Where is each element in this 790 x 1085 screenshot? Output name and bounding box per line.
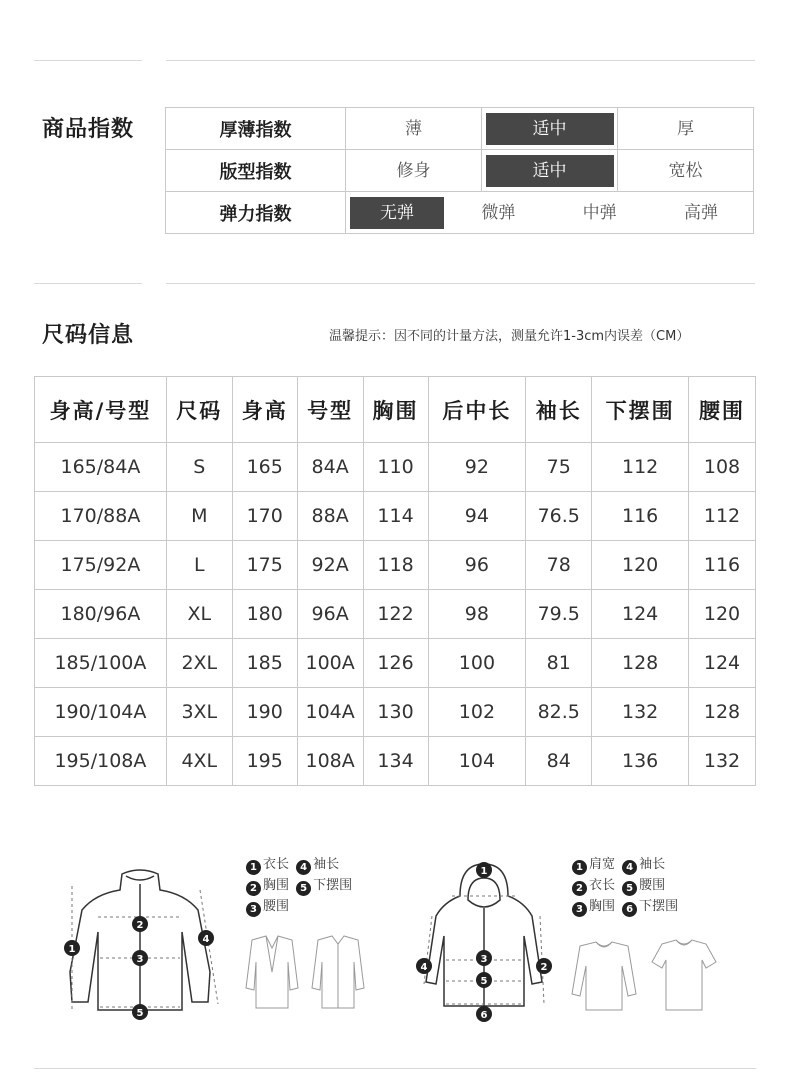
legend-label: 下摆围 (313, 878, 353, 893)
table-cell: 2XL (166, 639, 232, 688)
table-cell: 108 (689, 443, 756, 492)
option-loose: 宽松 (668, 160, 703, 181)
table-cell: 108A (297, 737, 363, 786)
legend-number: 2 (572, 881, 587, 896)
sweater-tshirt-icons (566, 938, 720, 1014)
table-cell: 96A (297, 590, 363, 639)
table-cell: 102 (428, 688, 526, 737)
index-label: 厚薄指数 (166, 108, 346, 150)
table-cell: 170/88A (35, 492, 167, 541)
table-cell: 180/96A (35, 590, 167, 639)
table-cell: 126 (363, 639, 428, 688)
option-slight-stretch: 微弹 (481, 202, 516, 223)
table-cell: 190/104A (35, 688, 167, 737)
table-cell: 190 (232, 688, 297, 737)
marker-label: 4 (202, 934, 210, 945)
table-cell: 82.5 (526, 688, 592, 737)
table-cell: 118 (363, 541, 428, 590)
table-row (35, 492, 756, 541)
table-cell: 92A (297, 541, 363, 590)
measurement-notice: 温馨提示：因不同的计量方法，测量允许1-3cm内误差（CM） (329, 329, 690, 344)
table-cell: 98 (428, 590, 526, 639)
table-cell: 175 (232, 541, 297, 590)
table-cell: 128 (689, 688, 756, 737)
size-table-body (35, 443, 756, 786)
table-cell: M (166, 492, 232, 541)
header-chest: 胸围 (363, 377, 428, 443)
legend-number: 5 (622, 881, 637, 896)
table-cell: 132 (689, 737, 756, 786)
table-cell: 110 (363, 443, 428, 492)
size-table (34, 376, 756, 786)
table-cell: 195/108A (35, 737, 167, 786)
table-cell: 78 (526, 541, 592, 590)
table-row (35, 443, 756, 492)
blazer-shirt-icons (236, 932, 366, 1012)
size-info-title: 尺码信息 (42, 323, 135, 348)
table-cell: 81 (526, 639, 592, 688)
index-row-thickness (166, 108, 754, 150)
table-cell: 165/84A (35, 443, 167, 492)
index-row-elasticity (166, 192, 754, 234)
legend-number: 5 (296, 881, 311, 896)
legend-label: 肩宽 (589, 857, 616, 872)
table-cell: 84 (526, 737, 592, 786)
table-cell: 84A (297, 443, 363, 492)
hoodie-measure-illustration (412, 856, 562, 1028)
marker-label: 1 (480, 866, 488, 877)
header-height: 身高 (232, 377, 297, 443)
legend-label: 胸围 (589, 899, 616, 914)
table-cell: L (166, 541, 232, 590)
table-cell: 120 (592, 541, 689, 590)
legend-label: 袖长 (313, 857, 340, 872)
legend-number: 1 (572, 860, 587, 875)
table-cell: 128 (592, 639, 689, 688)
table-cell: 104A (297, 688, 363, 737)
table-cell: 75 (526, 443, 592, 492)
legend-number: 6 (622, 902, 637, 917)
legend-label: 袖长 (639, 857, 666, 872)
marker-label: 2 (540, 962, 548, 973)
product-index-title: 商品指数 (42, 117, 135, 142)
table-cell: 122 (363, 590, 428, 639)
jacket-legend (246, 854, 355, 917)
marker-label: 4 (420, 962, 428, 973)
marker-label: 3 (136, 954, 144, 965)
table-cell: S (166, 443, 232, 492)
table-cell: 88A (297, 492, 363, 541)
option-medium-stretch: 中弹 (582, 202, 617, 223)
table-cell: 3XL (166, 688, 232, 737)
marker-label: 1 (68, 944, 76, 955)
marker-label: 5 (136, 1008, 144, 1019)
table-cell: 104 (428, 737, 526, 786)
table-cell: 4XL (166, 737, 232, 786)
legend-label: 衣长 (263, 857, 290, 872)
table-cell: 195 (232, 737, 297, 786)
hoodie-legend (572, 854, 681, 917)
option-regular-selected: 适中 (486, 155, 614, 187)
header-type: 号型 (297, 377, 363, 443)
table-row (35, 541, 756, 590)
jacket-measure-illustration (60, 862, 230, 1027)
table-cell: 112 (689, 492, 756, 541)
table-cell: 185/100A (35, 639, 167, 688)
legend-number: 4 (296, 860, 311, 875)
legend-label: 衣长 (589, 878, 616, 893)
table-cell: 185 (232, 639, 297, 688)
legend-number: 4 (622, 860, 637, 875)
table-cell: 79.5 (526, 590, 592, 639)
table-cell: 180 (232, 590, 297, 639)
header-height-type: 身高/号型 (35, 377, 167, 443)
option-high-stretch: 高弹 (683, 202, 718, 223)
marker-label: 2 (136, 920, 144, 931)
table-cell: 124 (592, 590, 689, 639)
table-cell: 76.5 (526, 492, 592, 541)
divider (34, 283, 142, 284)
index-label: 弹力指数 (166, 192, 346, 234)
header-sleeve: 袖长 (526, 377, 592, 443)
size-table-header (35, 377, 756, 443)
option-no-stretch-selected: 无弹 (350, 197, 444, 229)
table-cell: 134 (363, 737, 428, 786)
header-size: 尺码 (166, 377, 232, 443)
divider (34, 1068, 756, 1069)
table-row (35, 737, 756, 786)
table-row (35, 639, 756, 688)
divider (166, 283, 755, 284)
table-cell: 116 (689, 541, 756, 590)
table-cell: 165 (232, 443, 297, 492)
table-cell: 170 (232, 492, 297, 541)
table-cell: 116 (592, 492, 689, 541)
table-row (35, 590, 756, 639)
header-waist: 腰围 (689, 377, 756, 443)
legend-label: 胸围 (263, 878, 290, 893)
table-cell: 100 (428, 639, 526, 688)
table-cell: 132 (592, 688, 689, 737)
table-cell: 96 (428, 541, 526, 590)
option-medium-selected: 适中 (486, 113, 614, 145)
table-cell: 136 (592, 737, 689, 786)
legend-number: 3 (572, 902, 587, 917)
table-cell: XL (166, 590, 232, 639)
table-row (35, 688, 756, 737)
table-cell: 92 (428, 443, 526, 492)
legend-number: 2 (246, 881, 261, 896)
header-hem: 下摆围 (592, 377, 689, 443)
divider (34, 60, 142, 61)
product-index-table (165, 107, 754, 234)
legend-number: 1 (246, 860, 261, 875)
legend-number: 3 (246, 902, 261, 917)
table-cell: 175/92A (35, 541, 167, 590)
table-cell: 114 (363, 492, 428, 541)
table-cell: 94 (428, 492, 526, 541)
index-label: 版型指数 (166, 150, 346, 192)
marker-label: 3 (480, 954, 488, 965)
option-slim: 修身 (396, 160, 431, 181)
option-thick: 厚 (677, 118, 694, 139)
table-cell: 130 (363, 688, 428, 737)
header-back-length: 后中长 (428, 377, 526, 443)
divider (166, 60, 755, 61)
legend-label: 下摆围 (639, 899, 679, 914)
marker-label: 6 (480, 1010, 488, 1021)
table-cell: 112 (592, 443, 689, 492)
option-thin: 薄 (405, 118, 422, 139)
legend-label: 腰围 (639, 878, 666, 893)
table-cell: 100A (297, 639, 363, 688)
table-cell: 120 (689, 590, 756, 639)
legend-label: 腰围 (263, 899, 290, 914)
index-row-fit (166, 150, 754, 192)
table-cell: 124 (689, 639, 756, 688)
marker-label: 5 (480, 976, 488, 987)
